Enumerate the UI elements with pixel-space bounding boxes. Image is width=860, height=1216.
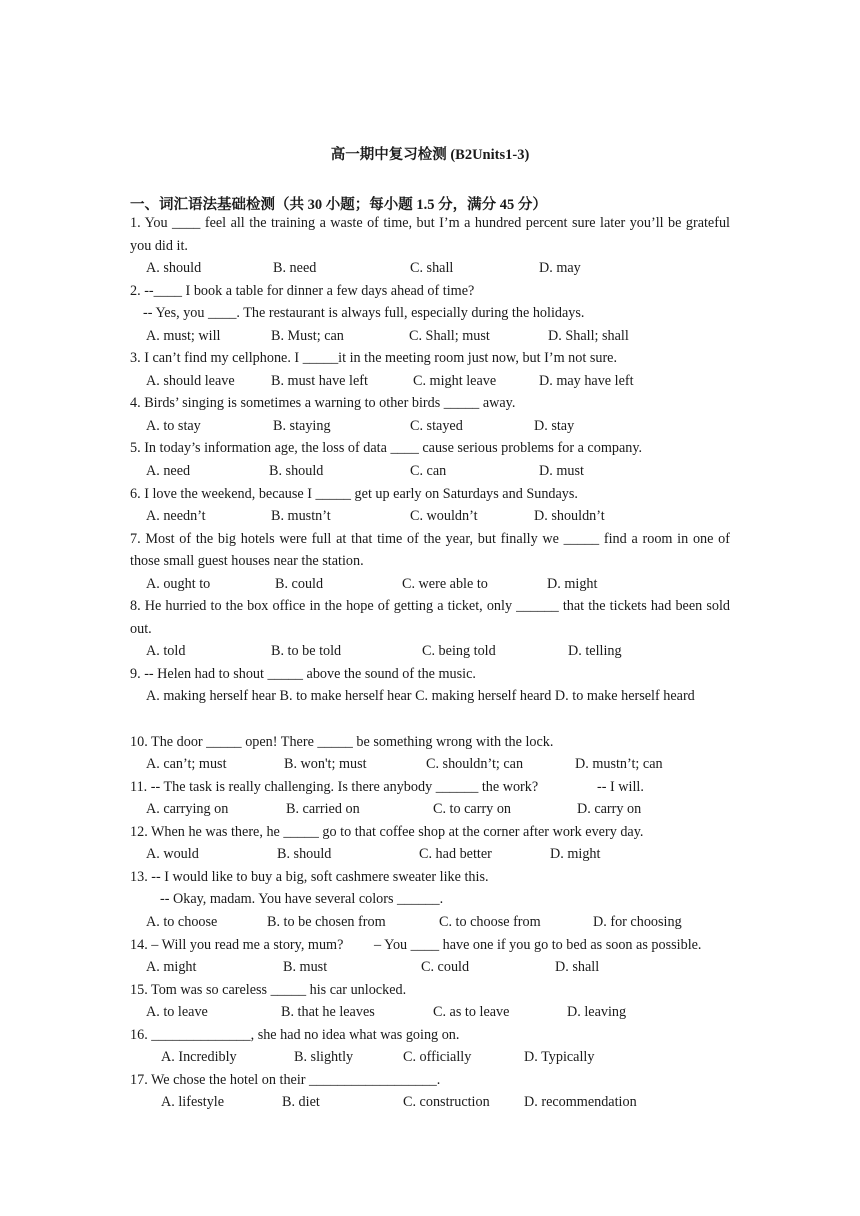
question-16-stem: 16. ______________, she had no idea what was going on. (130, 1026, 460, 1043)
question-15-options (130, 1001, 730, 1024)
question-7-stem: 7. Most of the big hotels were full at that time of the year, but finally we _____ find a room in one of those small guest houses near the station. (130, 530, 730, 570)
question-17-options (130, 1091, 730, 1114)
option-c[interactable]: C. as to leave (433, 1004, 510, 1021)
question-8-stem: 8. He hurried to the box office in the hope of getting a ticket, only ______ that the tickets had been sold out. (130, 598, 730, 637)
option-b[interactable]: B. that he leaves (281, 1004, 375, 1021)
option-d[interactable]: D. must (539, 463, 584, 480)
option-d[interactable]: D. might (550, 846, 601, 863)
option-a[interactable]: A. must; will (146, 327, 221, 344)
option-c[interactable]: C. could (421, 959, 470, 976)
question-14-options (130, 956, 730, 979)
option-d[interactable]: D. carry on (577, 801, 642, 818)
question-11-options (130, 798, 730, 821)
option-b[interactable]: B. diet (282, 1094, 320, 1111)
question-12-options (130, 843, 730, 866)
option-d[interactable]: D. might (547, 575, 598, 592)
question-4-options (130, 415, 730, 438)
option-a[interactable]: A. carrying on (146, 801, 229, 818)
option-b[interactable]: B. must (283, 959, 328, 976)
option-a[interactable]: A. to choose (146, 913, 218, 930)
option-b[interactable]: B. could (275, 575, 324, 592)
option-a[interactable]: A. lifestyle (161, 1094, 225, 1111)
option-c[interactable]: C. shall (410, 260, 454, 277)
question-17-stem: 17. We chose the hotel on their __________________. (130, 1071, 441, 1088)
question-13-reply: -- Okay, madam. You have several colors ______. (160, 891, 444, 908)
option-d[interactable]: D. stay (534, 417, 575, 434)
option-d[interactable]: D. may have left (539, 372, 634, 389)
option-c[interactable]: C. stayed (410, 417, 463, 434)
option-b[interactable]: B. should (277, 846, 332, 863)
option-c[interactable]: C. construction (403, 1094, 490, 1111)
option-d[interactable]: D. telling (568, 643, 622, 660)
option-c[interactable]: C. might leave (413, 372, 497, 389)
option-a[interactable]: A. ought to (146, 575, 211, 592)
question-6-options (130, 505, 730, 528)
option-b[interactable]: B. to be chosen from (267, 913, 386, 930)
question-10-stem: 10. The door _____ open! There _____ be something wrong with the lock. (130, 733, 554, 750)
option-c[interactable]: C. officially (403, 1049, 472, 1066)
question-14-stem: 14. – Will you read me a story, mum? (130, 936, 344, 953)
question-15-stem: 15. Tom was so careless _____ his car unlocked. (130, 981, 407, 998)
section-heading: 一、词汇语法基础检测（共 30 小题；每小题 1.5 分，满分 45 分） (130, 197, 547, 213)
option-a[interactable]: A. told (146, 643, 186, 660)
option-c[interactable]: C. were able to (402, 575, 488, 592)
option-b[interactable]: B. should (269, 463, 324, 480)
question-4-stem: 4. Birds’ singing is sometimes a warning to other birds _____ away. (130, 395, 516, 412)
option-c[interactable]: C. can (410, 463, 447, 480)
option-c[interactable]: C. shouldn’t; can (426, 756, 524, 773)
option-d[interactable]: D. for choosing (593, 913, 682, 930)
option-b[interactable]: B. carried on (286, 801, 360, 818)
question-2-stem: 2. --____ I book a table for dinner a few days ahead of time? (130, 282, 475, 299)
question-1-options (130, 257, 730, 280)
option-d[interactable]: D. leaving (567, 1004, 627, 1021)
question-11-stem: 11. -- The task is really challenging. Is there anybody ______ the work? (130, 778, 539, 795)
option-c[interactable]: C. Shall; must (409, 327, 490, 344)
option-b[interactable]: B. must have left (271, 372, 368, 389)
option-c[interactable]: C. to carry on (433, 801, 512, 818)
option-a[interactable]: A. to stay (146, 417, 201, 434)
option-c[interactable]: C. wouldn’t (410, 508, 478, 525)
question-13-stem: 13. -- I would like to buy a big, soft cashmere sweater like this. (130, 868, 489, 885)
option-a[interactable]: A. need (146, 463, 191, 480)
question-6-stem: 6. I love the weekend, because I _____ get up early on Saturdays and Sundays. (130, 485, 578, 502)
option-d[interactable]: D. Typically (524, 1049, 595, 1066)
option-b[interactable]: B. Must; can (271, 327, 344, 344)
question-14-stem-row (130, 934, 730, 957)
question-3-options (130, 370, 730, 393)
option-a[interactable]: A. can’t; must (146, 756, 227, 773)
option-b[interactable]: B. won't; must (284, 756, 367, 773)
option-d[interactable]: D. may (539, 260, 581, 277)
option-a[interactable]: A. Incredibly (161, 1049, 237, 1066)
question-13-options (130, 911, 730, 934)
question-list (130, 212, 730, 1114)
question-11-reply: -- I will. (597, 778, 644, 795)
option-d[interactable]: D. shouldn’t (534, 508, 605, 525)
option-b[interactable]: B. slightly (294, 1049, 354, 1066)
question-3-stem: 3. I can’t find my cellphone. I _____it in the meeting room just now, but I’m not sure. (130, 350, 618, 367)
question-1-stem: 1. You ____ feel all the training a waste of time, but I’m a hundred percent sure later you’ll be grateful you did it. (130, 215, 730, 254)
option-d[interactable]: D. recommendation (524, 1094, 637, 1111)
question-9-options[interactable]: A. making herself hear B. to make herself hear C. making herself heard D. to make herself heard (146, 688, 695, 705)
question-12-stem: 12. When he was there, he _____ go to that coffee shop at the corner after work every day. (130, 823, 644, 840)
option-a[interactable]: A. should (146, 260, 202, 277)
question-14-reply: – You ____ have one if you go to bed as soon as possible. (374, 936, 702, 953)
option-d[interactable]: D. shall (555, 959, 600, 976)
question-2-reply: -- Yes, you ____. The restaurant is always full, especially during the holidays. (143, 305, 585, 322)
question-2-options (130, 325, 730, 348)
option-b[interactable]: B. need (273, 260, 317, 277)
page-title: 高一期中复习检测 (B2Units1-3) (330, 147, 530, 163)
question-10-options (130, 753, 730, 776)
option-d[interactable]: D. Shall; shall (548, 327, 629, 344)
option-c[interactable]: C. to choose from (439, 913, 541, 930)
question-9-stem: 9. -- Helen had to shout _____ above the sound of the music. (130, 665, 476, 682)
question-5-options (130, 460, 730, 483)
question-8-options (130, 640, 730, 663)
option-a[interactable]: A. would (146, 846, 199, 863)
option-a[interactable]: A. should leave (146, 372, 235, 389)
question-16-options (130, 1046, 730, 1069)
question-11-stem-row (130, 776, 730, 799)
option-a[interactable]: A. might (146, 959, 197, 976)
question-7-options (130, 573, 730, 596)
question-5-stem: 5. In today’s information age, the loss of data ____ cause serious problems for a company. (130, 440, 643, 457)
option-b[interactable]: B. to be told (271, 643, 342, 660)
option-c[interactable]: C. had better (419, 846, 492, 863)
option-a[interactable]: A. to leave (146, 1004, 208, 1021)
option-b[interactable]: B. mustn’t (271, 508, 331, 525)
option-d[interactable]: D. mustn’t; can (575, 756, 663, 773)
option-b[interactable]: B. staying (273, 417, 331, 434)
option-c[interactable]: C. being told (422, 643, 496, 660)
option-a[interactable]: A. needn’t (146, 508, 206, 525)
